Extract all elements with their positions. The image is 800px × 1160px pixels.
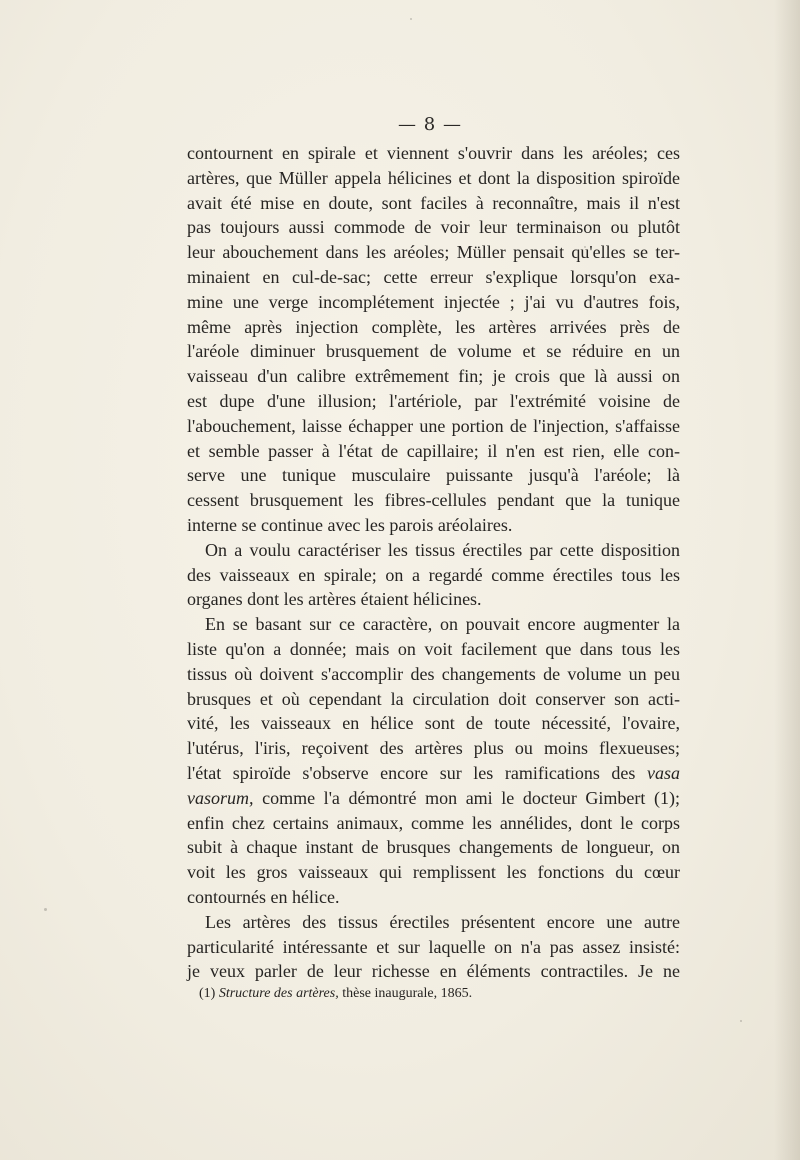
paper-speck — [44, 908, 47, 911]
body-text — [187, 141, 680, 984]
text-line: enfin chez certains animaux, comme les annélides, dont le corps — [187, 812, 680, 833]
page-edge-shadow — [774, 0, 800, 1160]
text-line: On a voulu caractériser les tissus érectiles par cette disposition — [205, 539, 680, 560]
text-line: En se basant sur ce caractère, on pouvait encore augmenter la — [205, 614, 680, 635]
text-line: l'utérus, l'iris, reçoivent des artères plus ou moins flexueuses; — [187, 738, 680, 759]
text-line: je veux parler de leur richesse en éléments contractiles. Je ne — [187, 961, 680, 982]
text-line — [187, 761, 680, 786]
text-line: brusques et où cependant la circulation doit conserver son acti- — [187, 688, 680, 709]
text-line: subit à chaque instant de brusques changements de longueur, on — [187, 837, 680, 858]
text-line: minaient en cul-de-sac; cette erreur s'explique lorsqu'on exa- — [187, 266, 680, 287]
text-line: vité, les vaisseaux en hélice sont de toute nécessité, l'ovaire, — [187, 713, 680, 734]
footnote-text: thèse inaugurale, 1865. — [342, 986, 473, 1001]
text-line: organes dont les artères étaient hélicines. — [187, 589, 482, 610]
text-line: même après injection complète, les artères arrivées près de — [187, 316, 680, 337]
italic-term: vasorum, — [187, 787, 254, 808]
text-line: est dupe d'une illusion; l'artériole, par l'extrémité voisine de — [187, 390, 680, 411]
page-number: — 8 — — [398, 114, 462, 135]
text-line: voit les gros vaisseaux qui remplissent les fonctions du cœur — [187, 862, 680, 883]
paper-speck — [410, 18, 412, 20]
text-segment: comme l'a démontré mon ami le docteur Gimbert (1); — [262, 787, 681, 808]
text-line: avait été mise en doute, sont faciles à reconnaître, mais il n'est — [187, 192, 680, 213]
footnote — [199, 986, 472, 1002]
text-line: contournent en spirale et viennent s'ouvrir dans les aréoles; ces — [187, 143, 680, 163]
text-line: tissus où doivent s'accomplir des changements de volume un peu — [187, 663, 680, 684]
text-line: artères, que Müller appela hélicines et dont la disposition spiroïde — [187, 167, 680, 188]
text-line: contournés en hélice. — [187, 886, 340, 907]
footnote-marker: (1) — [199, 986, 216, 1001]
text-line: Les artères des tissus érectiles présentent encore une autre — [205, 911, 680, 932]
text-line: interne se continue avec les parois aréolaires. — [187, 514, 513, 535]
footnote-title: Structure des artères, — [218, 986, 339, 1001]
text-line: pas toujours aussi commode de voir leur terminaison ou plutôt — [187, 217, 680, 238]
paper-speck — [584, 246, 586, 248]
text-line: particularité intéressante et sur laquelle on n'a pas assez insisté: — [187, 936, 680, 957]
paper-speck — [740, 1020, 742, 1022]
text-line: serve une tunique musculaire puissante jusqu'à l'aréole; là — [187, 465, 680, 486]
text-line: cessent brusquement les fibres-cellules pendant que la tunique — [187, 490, 680, 511]
text-line: l'aréole diminuer brusquement de volume et se réduire en un — [187, 341, 680, 362]
text-line: des vaisseaux en spirale; on a regardé comme érectiles tous les — [187, 564, 680, 585]
text-line: vaisseau d'un calibre extrêmement fin; je crois que là aussi on — [187, 366, 680, 387]
text-line: l'abouchement, laisse échapper une portion de l'injection, s'affaisse — [187, 415, 680, 436]
italic-term: vasa — [647, 762, 681, 783]
text-segment: l'état spiroïde s'observe encore sur les ramifications des — [187, 762, 636, 783]
text-line — [187, 786, 680, 811]
text-line: mine une verge incomplétement injectée ; j'ai vu d'autres fois, — [187, 291, 680, 312]
text-line: leur abouchement dans les aréoles; Müller pensait qu'elles se ter- — [187, 242, 680, 263]
text-line: liste qu'on a donnée; mais on voit facilement que dans tous les — [187, 638, 680, 659]
text-line: et semble passer à l'état de capillaire; il n'en est rien, elle con- — [187, 440, 680, 461]
